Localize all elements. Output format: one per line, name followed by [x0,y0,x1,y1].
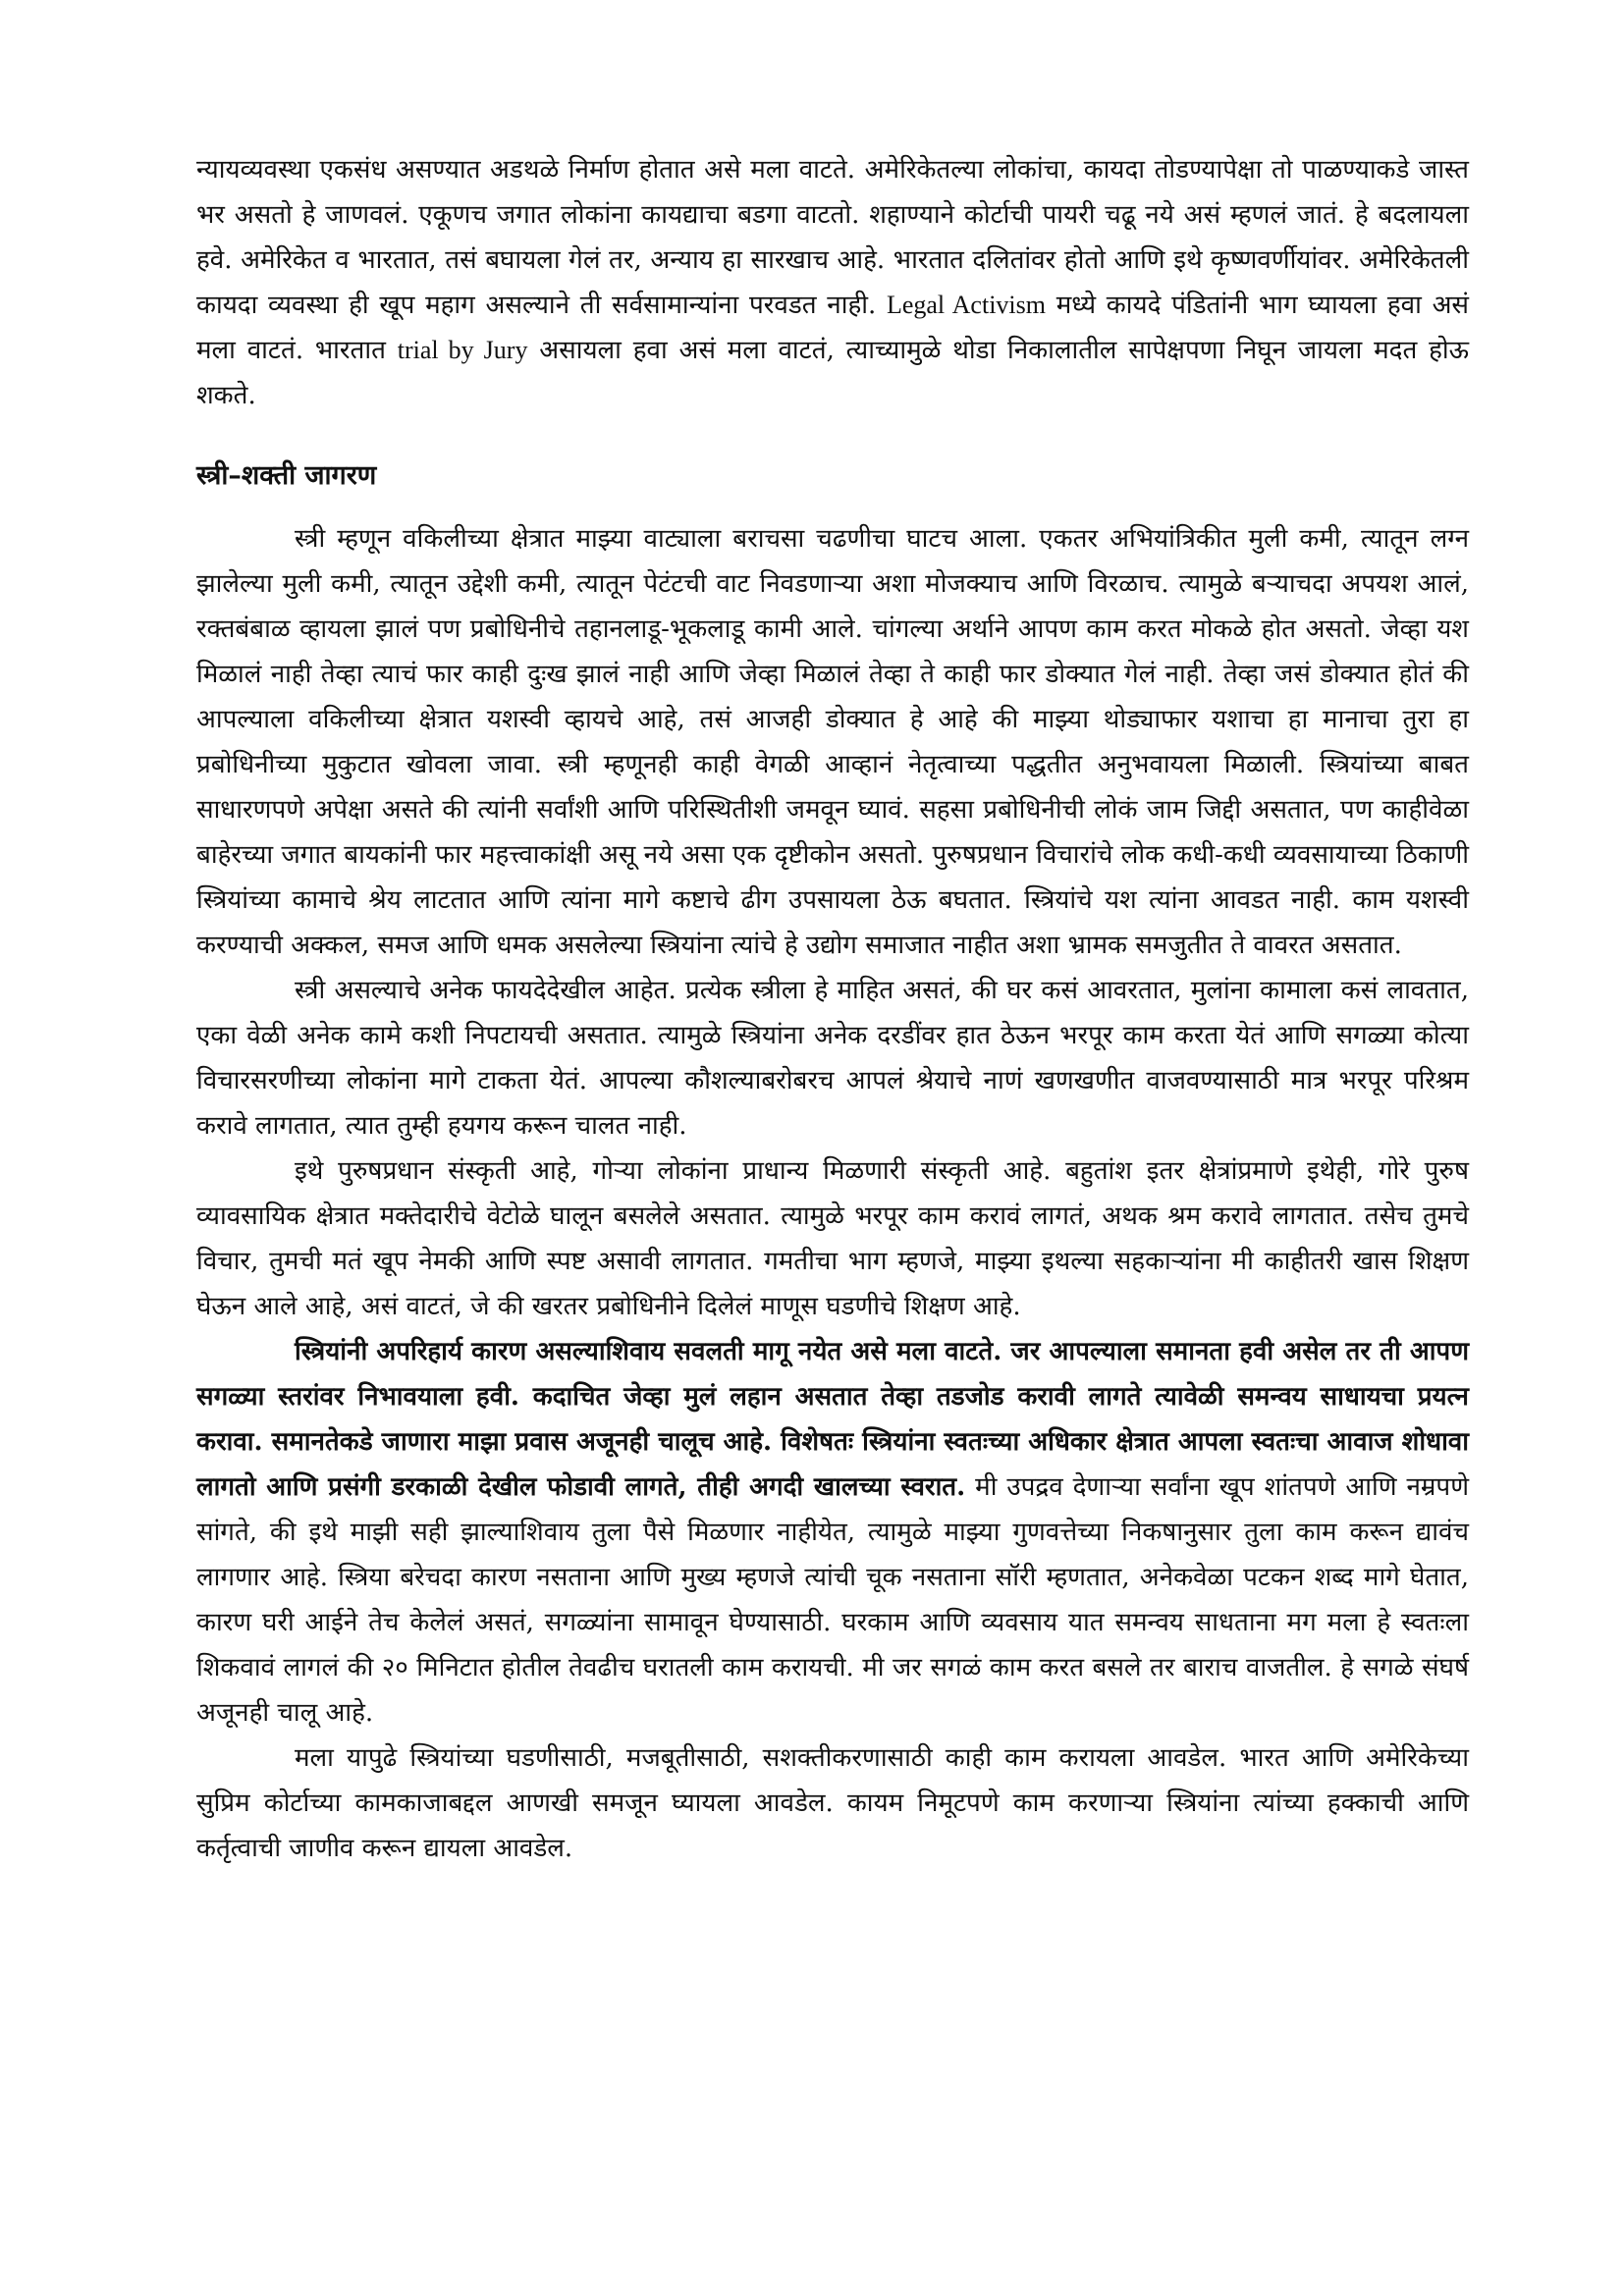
intro-text-2: मध्ये कायदे पंडितांनी भाग घ्यायला हवा असं मला वाटतं. भारतात [196,291,1470,365]
section-paragraph-1: स्त्री म्हणून वकिलीच्या क्षेत्रात माझ्या वाट्याला बराचसा चढणीचा घाटच आला. एकतर अभियांत्रिकीत मुली कमी, त्यातून लग्न झालेल्या मुली कमी, त्यातून उद्देशी कमी, त्यातून पेटंटची वाट निवडणाऱ्या अशा मोजक्याच आणि विरळाच. त्यामुळे बऱ्याचदा अपयश आलं, रक्तबंबाळ व्हायला झालं पण प्रबोधिनीचे तहानलाडू-भूकलाडू कामी आले. चांगल्या अर्थाने आपण काम करत मोकळे होत असतो. जेव्हा यश मिळालं नाही तेव्हा त्याचं फार काही दुःख झालं नाही आणि जेव्हा मिळालं तेव्हा ते काही फार डोक्यात गेलं नाही. तेव्हा जसं डोक्यात होतं की आपल्याला वकिलीच्या क्षेत्रात यशस्वी व्हायचे आहे, तसं आजही डोक्यात हे आहे की माझ्या थोड्याफार यशाचा हा मानाचा तुरा हा प्रबोधिनीच्या मुकुटात खोवला जावा. स्त्री म्हणूनही काही वेगळी आव्हानं नेतृत्वाच्या पद्धतीत अनुभवायला मिळाली. स्त्रियांच्या बाबत साधारणपणे अपेक्षा असते की त्यांनी सर्वांशी आणि परिस्थितीशी जमवून घ्यावं. सहसा प्रबोधिनीची लोकं जाम जिद्दी असतात, पण काहीवेळा बाहेरच्या जगात बायकांनी फार महत्त्वाकांक्षी असू नये असा एक दृष्टीकोन असतो. पुरुषप्रधान विचारांचे लोक कधी-कधी व्यवसायाच्या ठिकाणी स्त्रियांच्या कामाचे श्रेय लाटतात आणि त्यांना मागे कष्टाचे ढीग उपसायला ठेऊ बघतात. स्त्रियांचे यश त्यांना आवडत नाही. काम यशस्वी करण्याची अक्कल, समज आणि धमक असलेल्या स्त्रियांना त्यांचे हे उद्योग समाजात नाहीत अशा भ्रामक समजुतीत ते वावरत असतात. [196,524,1469,960]
section-paragraph-3: इथे पुरुषप्रधान संस्कृती आहे, गोऱ्या लोकांना प्राधान्य मिळणारी संस्कृती आहे. बहुतांश इतर क्षेत्रांप्रमाणे इथेही, गोरे पुरुष व्यावसायिक क्षेत्रात मक्तेदारीचे वेटोळे घालून बसलेले असतात. त्यामुळे भरपूर काम करावं लागतं, अथक श्रम करावे लागतात. तसेच तुमचे विचार, तुमची मतं खूप नेमकी आणि स्पष्ट असावी लागतात. गमतीचा भाग म्हणजे, माझ्या इथल्या सहकाऱ्यांना मी काहीतरी खास शिक्षण घेऊन आले आहे, असं वाटतं, जे की खरतर प्रबोधिनीने दिलेलं माणूस घडणीचे शिक्षण आहे. [196,1156,1469,1321]
intro-text-1: न्यायव्यवस्था एकसंध असण्यात अडथळे निर्माण होतात असे मला वाटते. अमेरिकेतल्या लोकांचा, कायदा तोडण्यापेक्षा तो पाळण्याकडे जास्त भर असतो हे जाणवलं. एकूणच जगात लोकांना कायद्याचा बडगा वाटतो. शहाण्याने कोर्टाची पायरी चढू नये असं म्हणलं जातं. हे बदलायला हवे. अमेरिकेत व भारतात, तसं बघायला गेलं तर, अन्याय हा सारखाच आहे. भारतात दलितांवर होतो आणि इथे कृष्णवर्णीयांवर. अमेरिकेतली कायदा व्यवस्था ही खूप महाग असल्याने ती सर्वसामान्यांना परवडत नाही. [196,155,1469,320]
document-page [196,147,1469,1871]
intro-paragraph [196,147,1469,418]
section-heading: स्त्री–शक्ती जागरण [196,460,377,491]
section-paragraph-4-bold: स्त्रियांनी अपरिहार्य कारण असल्याशिवाय सवलती मागू नयेत असे मला वाटते. जर आपल्याला समानता हवी असेल तर ती आपण सगळ्या स्तरांवर निभावयाला हवी. कदाचित जेव्हा मुलं लहान असतात तेव्हा तडजोड करावी लागते त्यावेळी समन्वय साधायचा प्रयत्न करावा. समानतेकडे जाणारा माझा प्रवास अजूनही चालूच आहे. विशेषतः स्त्रियांना स्वतःच्या अधिकार क्षेत्रात आपला स्वतःचा आवाज शोधावा लागतो आणि प्रसंगी डरकाळी देखील फोडावी लागते, तीही अगदी खालच्या स्वरात. [196,1337,1469,1502]
intro-latin-term-2: trial by Jury [397,336,528,364]
intro-latin-term-1: Legal Activism [886,291,1046,319]
section-paragraph-4 [196,1329,1469,1735]
section-paragraph-2: स्त्री असल्याचे अनेक फायदेदेखील आहेत. प्रत्येक स्त्रीला हे माहित असतं, की घर कसं आवरतात, मुलांना कामाला कसं लावतात, एका वेळी अनेक कामे कशी निपटायची असतात. त्यामुळे स्त्रियांना अनेक दरडींवर हात ठेऊन भरपूर काम करता येतं आणि सगळ्या कोत्या विचारसरणीच्या लोकांना मागे टाकता येतं. आपल्या कौशल्याबरोबरच आपलं श्रेयाचे नाणं खणखणीत वाजवण्यासाठी मात्र भरपूर परिश्रम करावे लागतात, त्यात तुम्ही हयगय करून चालत नाही. [196,976,1469,1141]
intro-text-3: असायला हवा असं मला वाटतं, त्याच्यामुळे थोडा निकालातील सापेक्षपणा निघून जायला मदत होऊ शकते. [196,336,1470,410]
section-paragraph-4-rest: मी उपद्रव देणाऱ्या सर्वांना खूप शांतपणे आणि नम्रपणे सांगते, की इथे माझी सही झाल्याशिवाय तुला पैसे मिळणार नाहीयेत, त्यामुळे माझ्या गुणवत्तेच्या निकषानुसार तुला काम करून द्यावंच लागणार आहे. स्त्रिया बरेचदा कारण नसताना आणि मुख्य म्हणजे त्यांची चूक नसताना सॉरी म्हणतात, अनेकवेळा पटकन शब्द मागे घेतात, कारण घरी आईने तेच केलेलं असतं, सगळ्यांना सामावून घेण्यासाठी. घरकाम आणि व्यवसाय यात समन्वय साधताना मग मला हे स्वतःला शिकवावं लागलं की २० मिनिटात होतील तेवढीच घरातली काम करायची. मी जर सगळं काम करत बसले तर बाराच वाजतील. हे सगळे संघर्ष अजूनही चालू आहे. [196,1472,1469,1728]
section-paragraph-5: मला यापुढे स्त्रियांच्या घडणीसाठी, मजबूतीसाठी, सशक्तीकरणासाठी काही काम करायला आवडेल. भारत आणि अमेरिकेच्या सुप्रिम कोर्टाच्या कामकाजाबद्दल आणखी समजून घ्यायला आवडेल. कायम निमूटपणे काम करणाऱ्या स्त्रियांना त्यांच्या हक्काची आणि कर्तृत्वाची जाणीव करून द्यायला आवडेल. [196,1743,1469,1863]
